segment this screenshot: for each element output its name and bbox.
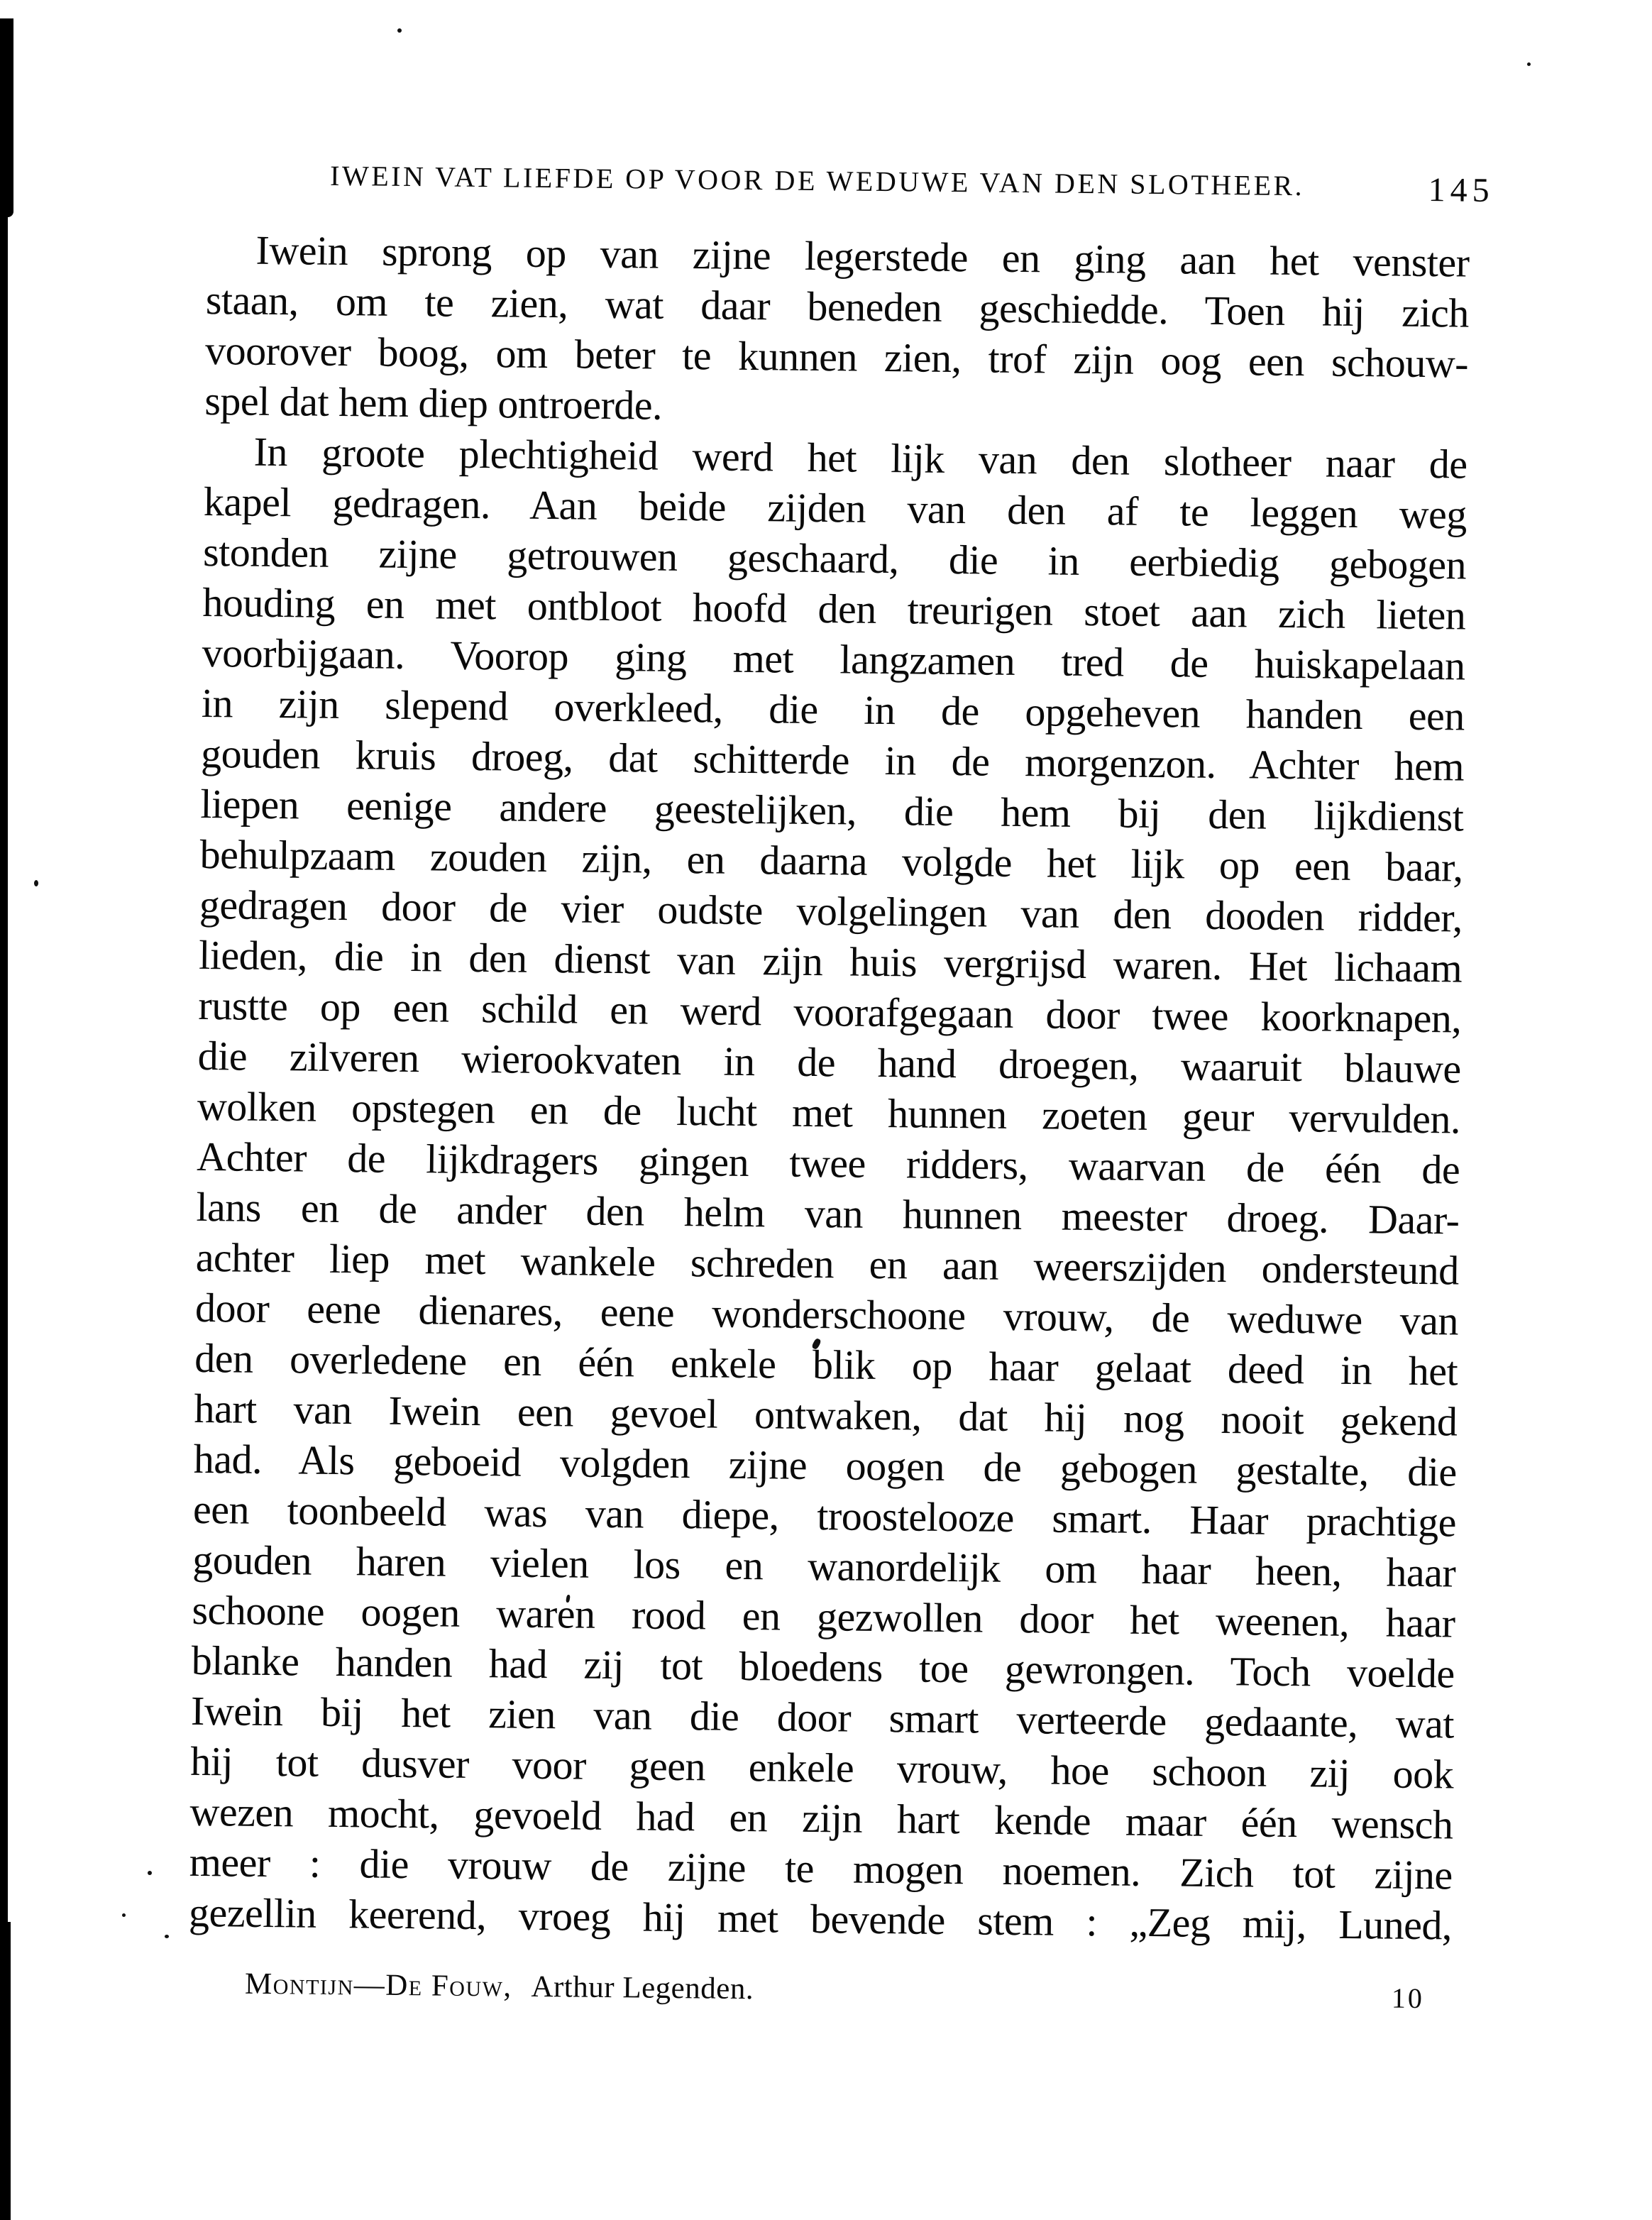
- scan-speck: [34, 880, 38, 886]
- page-footer: [188, 1966, 1452, 2029]
- text-line: in zijn slepend overkleed, die in de opgeheven handen een: [201, 679, 1465, 740]
- text-line: houding en met ontbloot hoofd den treurigen stoet aan zich lieten: [202, 578, 1466, 639]
- text-line: Achter de lijkdragers gingen twee ridders, waarvan de één de: [196, 1133, 1460, 1193]
- scan-speck: [122, 1913, 126, 1917]
- footer-book-title: Arthur Legenden.: [531, 1969, 754, 2006]
- text-line: gedragen door de vier oudste volgelingen van den dooden ridder,: [199, 881, 1463, 941]
- text-line: Iwein sprong op van zijne legerstede en ging aan het venster: [255, 226, 1470, 286]
- text-line: gouden kruis droeg, dat schitterde in de morgenzon. Achter hem: [200, 730, 1465, 790]
- text-line: gezellin keerend, vroeg hij met bevende stem : „Zeg mij, Luned,: [188, 1889, 1453, 1949]
- scan-speck: [148, 1871, 152, 1875]
- text-line: staan, om te zien, wat daar beneden geschiedde. Toen hij zich: [205, 276, 1470, 336]
- text-line: schoone oogen waren rood en gezwollen door het weenen, haar: [192, 1586, 1455, 1647]
- printed-area: [188, 158, 1494, 2028]
- scan-speck: [397, 28, 402, 33]
- text-line: lieden, die in den dienst van zijn huis vergrijsd waren. Het lichaam: [198, 931, 1463, 991]
- text-line: voorbijgaan. Voorop ging met langzamen tred de huiskapelaan: [202, 629, 1465, 689]
- text-line: behulpzaam zouden zijn, en daarna volgde het lijk op een baar,: [199, 830, 1463, 891]
- text-line: stonden zijne getrouwen geschaard, die in eerbiedig gebogen: [202, 528, 1467, 588]
- text-line: een toonbeeld was van diepe, troostelooze smart. Haar prachtige: [192, 1485, 1457, 1546]
- text-line: rustte op een schild en werd voorafgegaan door twee koorknapen,: [198, 982, 1462, 1042]
- text-line: den overledene en één enkele blik op haar gelaat deed in het: [194, 1334, 1458, 1395]
- text-line: liepen eenige andere geestelijken, die hem bij den lijkdienst: [200, 780, 1464, 840]
- text-line: die zilveren wierookvaten in de hand droegen, waaruit blauwe: [197, 1032, 1461, 1092]
- text-line: wolken opstegen en de lucht met hunnen zoeten geur vervulden.: [197, 1082, 1461, 1143]
- text-line: gouden haren vielen los en wanordelijk om haar heen, haar: [192, 1536, 1456, 1596]
- text-line: wezen mocht, gevoeld had en zijn hart kende maar één wensch: [189, 1788, 1453, 1848]
- text-line: achter liep met wankele schreden en aan weerszijden ondersteund: [195, 1233, 1460, 1294]
- chapter-running-title: IWEIN VAT LIEFDE OP VOOR DE WEDUWE VAN DEN SLOTHEER.: [329, 159, 1305, 202]
- text-line: hart van Iwein een gevoel ontwaken, dat hij nog nooit gekend: [194, 1385, 1458, 1445]
- text-line: voorover boog, om beter te kunnen zien, trof zijn oog een schouw-: [204, 326, 1469, 387]
- text-line: meer : die vrouw de zijne te mogen noemen. Zich tot zijne: [189, 1838, 1453, 1898]
- binding-edge-bar: [0, 18, 8, 2220]
- running-header: [206, 158, 1494, 224]
- text-line: spel dat hem diep ontroerde.: [204, 377, 663, 429]
- text-line: hij tot dusver voor geen enkele vrouw, hoe schoon zij ook: [189, 1737, 1454, 1798]
- text-line: door eene dienares, eene wonderschoone vrouw, de weduwe van: [194, 1284, 1459, 1344]
- text-line: lans en de ander den helm van hunnen meester droeg. Daar-: [196, 1183, 1460, 1243]
- binding-edge-bar-bottom: [0, 1922, 11, 2220]
- text-line: blanke handen had zij tot bloedens toe gewrongen. Toch voelde: [191, 1637, 1455, 1697]
- scan-speck: [165, 1935, 169, 1938]
- footer-signature-number: 10: [1391, 1982, 1425, 2015]
- scan-speck: [1527, 62, 1531, 66]
- footer-author-names: Montijn—De Fouw,: [244, 1967, 512, 2004]
- binding-edge-bar-top: [0, 18, 13, 217]
- text-line: had. Als geboeid volgden zijne oogen de gebogen gestalte, die: [193, 1435, 1458, 1495]
- page-number: 145: [1428, 171, 1494, 209]
- text-line: kapel gedragen. Aan beide zijden van den af te leggen weg: [203, 478, 1467, 538]
- text-line: In groote plechtigheid werd het lijk van den slotheer naar de: [253, 428, 1467, 488]
- text-body: [189, 224, 1470, 1951]
- text-line: Iwein bij het zien van die door smart verteerde gedaante, wat: [190, 1687, 1455, 1747]
